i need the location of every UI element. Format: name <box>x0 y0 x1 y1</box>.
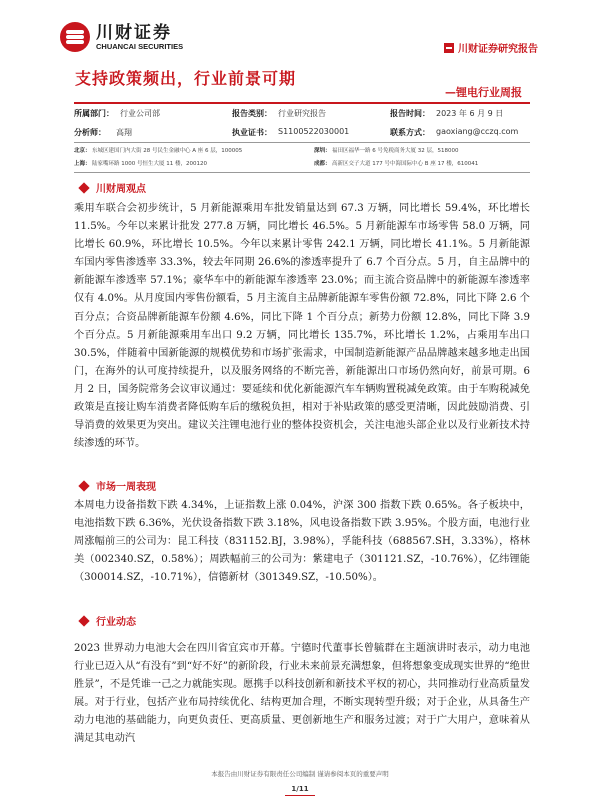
title-divider <box>74 102 530 104</box>
paragraph: 本周电力设备指数下跌 4.34%，上证指数上涨 0.04%，沪深 300 指数下跌 0.65%。各子板块中，电池指数下跌 6.36%，光伏设备指数下跌 3.18%，风电设备指数下跌 3.95%。个股方面，电池行业周涨幅前三的公司为：昆工科技（831152.BJ，3.98%），孚能科技（688567.SH，3.33%），格林美（002340.SZ，0.58%）；周跌幅前三的公司为：紫建电子（301121.SZ，-10.76%），亿纬锂能（300014.SZ，-10.71%），信德新材（301349.SZ，-10.50%）。 <box>74 500 530 584</box>
diamond-bullet-icon <box>78 182 89 193</box>
report-subtitle: —锂电行业周报 <box>445 86 522 99</box>
shanghai-address: 陆家嘴环路 1000 号恒生大厦 11 楼，200120 <box>92 161 207 167</box>
type-label: 报告类别： <box>232 109 272 118</box>
beijing-address: 东城区建国门内大街 28 号民生金融中心 A 座 6 层，100005 <box>92 148 243 154</box>
logo-name-en: CHUANCAI SECURITIES <box>96 41 184 51</box>
logo-icon <box>60 22 90 52</box>
meta-divider <box>74 142 530 143</box>
report-title: 支持政策频出，行业前景可期 <box>75 69 297 88</box>
report-tag-icon <box>444 43 454 53</box>
section-market-performance <box>80 478 156 493</box>
diamond-bullet-icon <box>78 615 89 626</box>
company-logo <box>60 22 183 52</box>
date-value: 2023 年 6 月 9 日 <box>436 109 504 118</box>
shenzhen-address: 福田区福华一路 6 号免税商务大厦 32 层，518000 <box>332 148 459 154</box>
chengdu-address: 高新区交子大道 177 号中海国际中心 B 座 17 楼，610041 <box>332 161 479 167</box>
footer-disclaimer: 本报告由川财证券有限责任公司编制 谨请参阅本页的重要声明 <box>211 770 389 778</box>
page-number: 1/11 <box>291 785 309 793</box>
shenzhen-label: 深圳： <box>314 148 331 154</box>
page-number-underline <box>285 795 315 796</box>
paragraph: 乘用车联合会初步统计，5 月新能源乘用车批发销量达到 67.3 万辆，同比增长 59.4%，环比增长 11.5%。今年以来累计批发 277.8 万辆，同比增长 46.5%。5 月新能源车市场零售 58.0 万辆，同比增长 60.9%，环比增长 10.5%。今年以来累计零售 242.1 万辆，同比增长 41.1%。5 月新能源车国内零售渗透率 33.3%，较去年同期 26.6%的渗透率提升了 6.7 个百分点。5 月，自主品牌中的新能源车渗透率 57.1%；豪华车中的新能源车渗透率 23.0%；而主流合资品牌中的新能源车渗透率仅有 4.0%。从月度国内零售份额看，5 月主流自主品牌新能源车零售份额 72.8%，同比下降 2.6 个百分点；合资品牌新能源车份额 4.6%，同比下降 1 个百分点；新势力份额 12.8%，同比下降 3.9 个百分点。5 月新能源乘用车出口 9.2 万辆，同比增长 135.7%，环比增长 1.2%，占乘用车出口 30.5%，伴随着中国新能源的规模优势和市场扩张需求，中国制造新能源产品品牌越来越多地走出国门，在海外的认可度持续提升，以及服务网络的不断完善，新能源出口市场仍然向好，前景可期。6 月 2 日，国务院常务会议审议通过：要延续和优化新能源汽车车辆购置税减免政策。由于车购税减免政策是直接让购车消费者降低购车后的缴税负担，相对于补贴政策的感受更清晰，因此鼓励消费、引导消费的效果更为突出。建议关注锂电池行业的整体投资机会，关注电池头部企业以及行业新技术持续渗透的环节。 <box>74 203 530 450</box>
address-divider <box>74 172 530 173</box>
industry-news-text <box>74 640 530 766</box>
contact-label: 联系方式： <box>390 128 430 137</box>
page-header <box>0 0 600 60</box>
analyst-value: 高翔 <box>116 128 132 137</box>
report-tag <box>444 40 538 55</box>
chengdu-label: 成都： <box>314 161 331 167</box>
dept-label: 所属部门： <box>74 109 114 118</box>
report-tag-label: 川财证券研究报告 <box>458 44 538 55</box>
diamond-bullet-icon <box>78 480 89 491</box>
date-label: 报告时间： <box>390 109 430 118</box>
section-weekly-view <box>80 180 146 195</box>
market-performance-text <box>74 497 530 587</box>
dept-value: 行业公司部 <box>120 109 160 118</box>
license-label: 执业证书： <box>232 128 272 137</box>
section-title: 市场一周表现 <box>96 482 156 493</box>
analyst-label: 分析师： <box>74 128 106 137</box>
weekly-view-text <box>74 200 530 453</box>
contact-value[interactable]: gaoxiang@cczq.com <box>436 127 519 136</box>
license-value: S1100522030001 <box>278 127 350 136</box>
type-value: 行业研究报告 <box>278 109 326 118</box>
shanghai-label: 上海： <box>74 161 91 167</box>
section-title: 行业动态 <box>96 617 136 628</box>
paragraph: 2023 世界动力电池大会在四川省宜宾市开幕。宁德时代董事长曾毓群在主题演讲时表示，动力电池行业已迈入从“有没有”到“好不好”的新阶段，行业未来前景充满想象，但将想象变成现实世界的“绝世胜景”，不是凭谁一己之力就能实现。愿携手以科技创新和新技术平权的初心，共同推动行业高质量发展。对于行业，包括产业布局持续优化、结构更加合理，不断实现转型升级；对于企业，从具备生产动力电池的基础能力，向更负责任、更高质量、更创新地生产和服务过渡；对于广大用户，意味着从满足其电动汽 <box>74 643 530 745</box>
logo-name-cn: 川财证券 <box>96 22 172 43</box>
section-title: 川财周观点 <box>96 184 146 195</box>
beijing-label: 北京： <box>74 148 91 154</box>
section-industry-news <box>80 613 136 628</box>
